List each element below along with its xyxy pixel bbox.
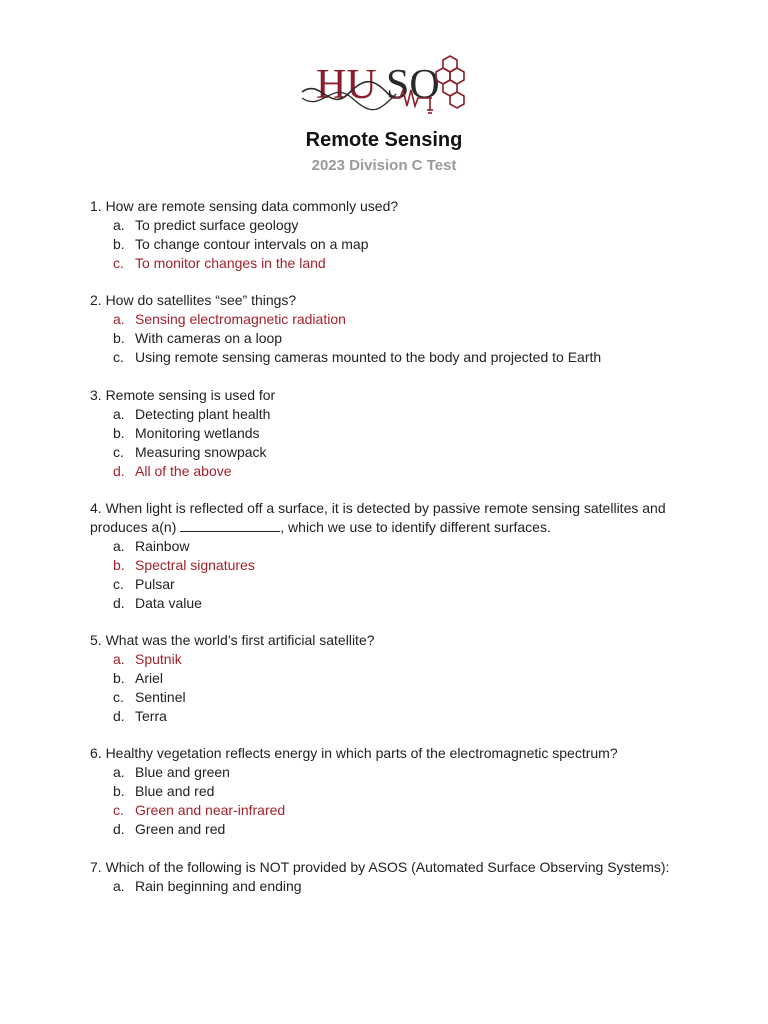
logo-text-left: HU bbox=[316, 62, 377, 108]
option-3c: c. Measuring snowpack bbox=[113, 443, 267, 460]
option-2a-answer: a. Sensing electromagnetic radiation bbox=[113, 311, 346, 328]
question-7 bbox=[90, 858, 690, 896]
page-title: Remote Sensing bbox=[305, 129, 463, 151]
question-6 bbox=[90, 744, 690, 839]
question-2 bbox=[90, 291, 690, 367]
option-3d-answer: d. All of the above bbox=[113, 462, 232, 479]
option-1b: b. To change contour intervals on a map bbox=[113, 236, 369, 252]
option-3a: a. Detecting plant health bbox=[113, 405, 271, 422]
question-4 bbox=[90, 499, 690, 613]
question-text: 1. How are remote sensing data commonly used? bbox=[90, 198, 399, 214]
question-3 bbox=[90, 386, 690, 481]
question-1 bbox=[90, 197, 690, 273]
option-6a: a. Blue and green bbox=[113, 764, 230, 781]
option-4b-answer: b. Spectral signatures bbox=[113, 556, 255, 573]
option-1c-answer: c. To monitor changes in the land bbox=[113, 255, 326, 271]
option-6c-answer: c. Green and near-infrared bbox=[113, 802, 286, 819]
page-subtitle: 2023 Division C Test bbox=[311, 157, 457, 174]
option-3b: b. Monitoring wetlands bbox=[113, 424, 260, 441]
question-list bbox=[90, 197, 690, 914]
question-text: 7. Which of the following is NOT provided by ASOS (Automated Surface Observing Systems): bbox=[90, 858, 670, 875]
option-5a-answer: a. Sputnik bbox=[113, 651, 182, 668]
option-2b: b. With cameras on a loop bbox=[113, 330, 283, 347]
question-text: 3. Remote sensing is used for bbox=[90, 386, 276, 403]
option-4d: d. Data value bbox=[113, 594, 202, 611]
question-text: 5. What was the world’s first artificial satellite? bbox=[90, 632, 375, 649]
option-5c: c. Sentinel bbox=[113, 689, 186, 706]
question-5 bbox=[90, 631, 690, 726]
huso-logo bbox=[300, 50, 470, 120]
option-7a: a. Rain beginning and ending bbox=[113, 877, 302, 894]
option-5d: d. Terra bbox=[113, 708, 167, 725]
option-5b: b. Ariel bbox=[113, 670, 164, 687]
question-text: 4. When light is reflected off a surface, it is detected by passive remote sensing satellites and produces a(n) , which we use to identify different surfaces. bbox=[90, 499, 666, 535]
option-1a: a. To predict surface geology bbox=[113, 217, 299, 233]
answer-blank bbox=[180, 518, 280, 532]
option-6d: d. Green and red bbox=[113, 821, 226, 838]
question-text: 2. How do satellites “see” things? bbox=[90, 292, 297, 309]
question-text: 6. Healthy vegetation reflects energy in which parts of the electromagnetic spectrum? bbox=[90, 745, 618, 762]
option-2c: c. Using remote sensing cameras mounted to the body and projected to Earth bbox=[113, 349, 602, 366]
logo-text-right: SO bbox=[386, 62, 440, 108]
option-4c: c. Pulsar bbox=[113, 575, 175, 592]
option-4a: a. Rainbow bbox=[113, 537, 190, 554]
option-6b: b. Blue and red bbox=[113, 783, 215, 800]
